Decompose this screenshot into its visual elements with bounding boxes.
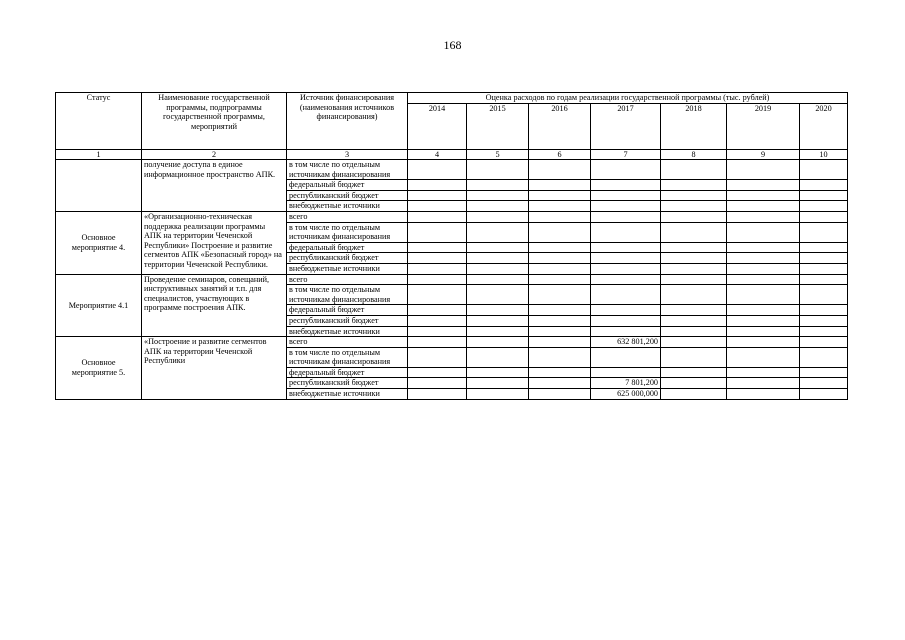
row-value: [661, 211, 727, 222]
row-value: [727, 263, 800, 274]
row-value: [467, 190, 529, 201]
row-value: [467, 222, 529, 242]
column-number: 6: [529, 150, 591, 160]
row-value: [529, 160, 591, 180]
row-activity-name: «Построение и развитие сегментов АПК на территории Чеченской Республики: [142, 337, 287, 400]
row-value: [727, 315, 800, 326]
row-value: [800, 347, 848, 367]
row-value: [591, 201, 661, 212]
row-value: [467, 305, 529, 316]
row-value: [727, 378, 800, 389]
row-value: [591, 211, 661, 222]
row-status: Основное мероприятие 4.: [56, 211, 142, 274]
row-value: [467, 201, 529, 212]
row-value: [661, 285, 727, 305]
row-value: [727, 285, 800, 305]
row-value: [661, 263, 727, 274]
header-estimate: Оценка расходов по годам реализации государственной программы (тыс. рублей): [408, 93, 848, 104]
header-name: Наименование государственной программы, подпрограммы государственной программы, мероприятий: [142, 93, 287, 150]
column-number: 9: [727, 150, 800, 160]
column-number: 3: [287, 150, 408, 160]
row-value: [408, 367, 467, 378]
row-value: [591, 190, 661, 201]
row-value: [408, 378, 467, 389]
row-value: [467, 263, 529, 274]
row-value: [529, 190, 591, 201]
row-value: [591, 263, 661, 274]
header-year: 2019: [727, 104, 800, 150]
row-value: 7 801,200: [591, 378, 661, 389]
row-value: [661, 305, 727, 316]
table-row: [56, 160, 848, 180]
row-funding-source: внебюджетные источники: [287, 326, 408, 337]
budget-table: [55, 92, 848, 400]
row-value: [591, 253, 661, 264]
row-value: [727, 160, 800, 180]
header-year: 2015: [467, 104, 529, 150]
row-value: [800, 305, 848, 316]
row-funding-source: внебюджетные источники: [287, 263, 408, 274]
row-value: [467, 180, 529, 191]
row-value: [800, 222, 848, 242]
header-year: 2016: [529, 104, 591, 150]
row-funding-source: республиканский бюджет: [287, 315, 408, 326]
header-year: 2020: [800, 104, 848, 150]
row-activity-name: «Организационно-техническая поддержка реализации программы АПК на территории Чеченской Республики» Построение и развитие сегментов АПК «Безопасный город» на территории Чеченской Республики.: [142, 211, 287, 274]
row-value: [661, 326, 727, 337]
row-value: [408, 222, 467, 242]
row-value: [529, 180, 591, 191]
table-row: [56, 274, 848, 285]
row-value: [800, 180, 848, 191]
row-value: [529, 305, 591, 316]
row-value: [408, 274, 467, 285]
table-row: [56, 337, 848, 348]
row-value: [800, 389, 848, 400]
row-status: [56, 160, 142, 212]
row-value: [661, 274, 727, 285]
row-value: [727, 242, 800, 253]
row-value: [529, 211, 591, 222]
row-value: [408, 347, 467, 367]
row-funding-source: в том числе по отдельным источникам финансирования: [287, 285, 408, 305]
header-year: 2017: [591, 104, 661, 150]
row-funding-source: республиканский бюджет: [287, 378, 408, 389]
row-value: [661, 160, 727, 180]
row-value: [529, 389, 591, 400]
row-value: [800, 211, 848, 222]
row-value: [591, 347, 661, 367]
row-value: [408, 305, 467, 316]
row-value: [727, 337, 800, 348]
row-value: [800, 337, 848, 348]
row-value: [591, 326, 661, 337]
row-value: [408, 190, 467, 201]
row-value: [661, 389, 727, 400]
row-value: [727, 190, 800, 201]
row-value: [727, 253, 800, 264]
row-value: [467, 347, 529, 367]
row-value: [467, 160, 529, 180]
row-funding-source: всего: [287, 337, 408, 348]
row-value: [661, 337, 727, 348]
row-value: [591, 180, 661, 191]
row-value: [467, 389, 529, 400]
row-value: [800, 160, 848, 180]
row-status: Основное мероприятие 5.: [56, 337, 142, 400]
row-value: 632 801,200: [591, 337, 661, 348]
row-value: [408, 180, 467, 191]
row-value: [800, 378, 848, 389]
column-number: 10: [800, 150, 848, 160]
row-value: [408, 337, 467, 348]
table-row: [56, 211, 848, 222]
row-value: [727, 180, 800, 191]
row-funding-source: в том числе по отдельным источникам финансирования: [287, 160, 408, 180]
row-value: [529, 378, 591, 389]
row-value: [800, 274, 848, 285]
row-value: [529, 367, 591, 378]
row-value: [800, 253, 848, 264]
header-row-1: [56, 93, 848, 104]
header-source: Источник финансирования (наименования источников финансирования): [287, 93, 408, 150]
row-value: [661, 190, 727, 201]
row-value: [408, 211, 467, 222]
row-value: [591, 285, 661, 305]
row-value: [591, 367, 661, 378]
row-value: [591, 222, 661, 242]
row-value: [727, 389, 800, 400]
row-activity-name: получение доступа в единое информационное пространство АПК.: [142, 160, 287, 212]
row-funding-source: внебюджетные источники: [287, 201, 408, 212]
row-value: [467, 253, 529, 264]
row-value: [408, 253, 467, 264]
row-value: [661, 347, 727, 367]
row-value: [467, 378, 529, 389]
row-value: [591, 315, 661, 326]
column-number-row: [56, 150, 848, 160]
row-value: [529, 285, 591, 305]
row-funding-source: в том числе по отдельным источникам финансирования: [287, 347, 408, 367]
row-value: [591, 160, 661, 180]
row-value: [467, 211, 529, 222]
row-value: [727, 305, 800, 316]
row-funding-source: республиканский бюджет: [287, 190, 408, 201]
column-number: 5: [467, 150, 529, 160]
row-funding-source: в том числе по отдельным источникам финансирования: [287, 222, 408, 242]
row-value: [408, 285, 467, 305]
row-value: [529, 263, 591, 274]
row-value: [727, 347, 800, 367]
row-value: [661, 378, 727, 389]
row-value: [408, 389, 467, 400]
row-value: [467, 315, 529, 326]
row-value: [408, 242, 467, 253]
row-value: [727, 201, 800, 212]
row-value: [727, 326, 800, 337]
column-number: 4: [408, 150, 467, 160]
row-value: [408, 326, 467, 337]
row-value: [408, 263, 467, 274]
column-number: 1: [56, 150, 142, 160]
row-value: [661, 222, 727, 242]
header-year: 2014: [408, 104, 467, 150]
row-funding-source: внебюджетные источники: [287, 389, 408, 400]
row-value: [800, 326, 848, 337]
row-status: Мероприятие 4.1: [56, 274, 142, 337]
row-value: [727, 211, 800, 222]
row-value: [591, 274, 661, 285]
row-value: [591, 305, 661, 316]
row-funding-source: республиканский бюджет: [287, 253, 408, 264]
header-year: 2018: [661, 104, 727, 150]
row-value: [800, 263, 848, 274]
row-value: 625 000,000: [591, 389, 661, 400]
row-value: [467, 285, 529, 305]
row-value: [467, 337, 529, 348]
row-value: [529, 337, 591, 348]
page-number: 168: [443, 38, 462, 52]
row-funding-source: федеральный бюджет: [287, 367, 408, 378]
row-value: [408, 160, 467, 180]
row-funding-source: федеральный бюджет: [287, 180, 408, 191]
row-funding-source: федеральный бюджет: [287, 242, 408, 253]
row-value: [529, 242, 591, 253]
row-funding-source: федеральный бюджет: [287, 305, 408, 316]
row-value: [467, 242, 529, 253]
row-value: [800, 201, 848, 212]
row-value: [467, 274, 529, 285]
row-value: [800, 285, 848, 305]
header-status: Статус: [56, 93, 142, 150]
row-value: [727, 274, 800, 285]
row-value: [800, 190, 848, 201]
row-value: [661, 367, 727, 378]
row-value: [661, 315, 727, 326]
row-value: [727, 222, 800, 242]
row-value: [800, 367, 848, 378]
row-activity-name: Проведение семинаров, совещаний, инструктивных занятий и т.п. для специалистов, участвующих в программе построения АПК.: [142, 274, 287, 337]
row-value: [529, 222, 591, 242]
row-value: [661, 242, 727, 253]
row-value: [467, 326, 529, 337]
row-value: [529, 347, 591, 367]
row-value: [800, 315, 848, 326]
budget-body: [56, 160, 848, 400]
row-value: [529, 253, 591, 264]
row-funding-source: всего: [287, 274, 408, 285]
row-value: [591, 242, 661, 253]
row-value: [529, 326, 591, 337]
row-funding-source: всего: [287, 211, 408, 222]
column-number: 2: [142, 150, 287, 160]
row-value: [408, 201, 467, 212]
column-number: 8: [661, 150, 727, 160]
row-value: [661, 253, 727, 264]
row-value: [408, 315, 467, 326]
row-value: [467, 367, 529, 378]
row-value: [529, 201, 591, 212]
row-value: [727, 367, 800, 378]
row-value: [800, 242, 848, 253]
column-number: 7: [591, 150, 661, 160]
row-value: [661, 201, 727, 212]
row-value: [529, 274, 591, 285]
row-value: [661, 180, 727, 191]
row-value: [529, 315, 591, 326]
